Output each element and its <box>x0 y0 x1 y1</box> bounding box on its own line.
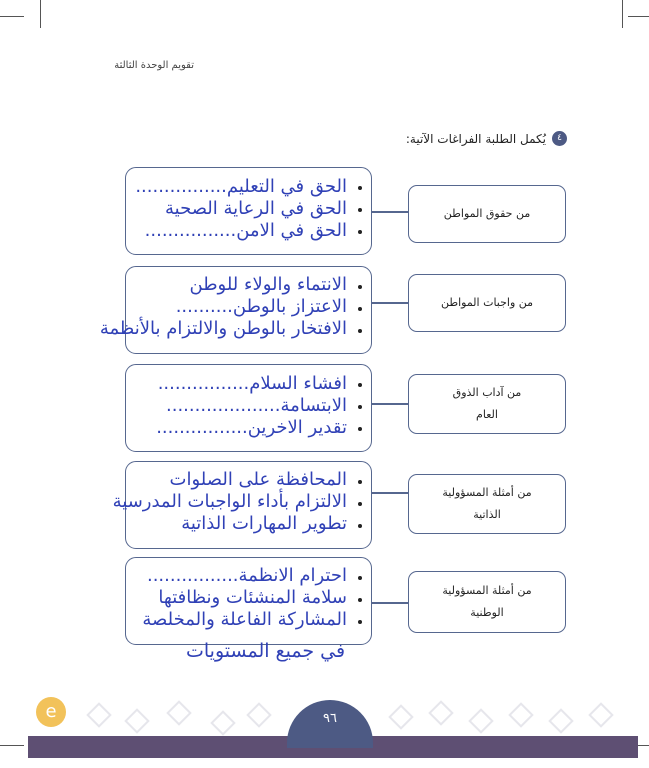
handwritten-answer: الانتماء والولاء للوطن <box>189 274 347 295</box>
answer-line <box>176 296 347 318</box>
blank-dots: .......... <box>175 296 233 317</box>
blank-dots: ................ <box>157 373 250 394</box>
bullet-dot <box>358 524 362 528</box>
bullet-dot <box>358 576 362 580</box>
crop-mark <box>40 0 41 28</box>
publisher-logo-icon: e <box>36 697 66 727</box>
crop-mark <box>0 745 24 746</box>
handwritten-answer: تقدير الاخرين <box>247 417 347 438</box>
connector-line <box>372 403 409 405</box>
question-instruction <box>406 131 567 146</box>
blank-dots: .................... <box>166 395 281 416</box>
answer-line <box>145 220 347 242</box>
category-label-box: من أمثلة المسؤولية الذاتية <box>408 474 566 534</box>
decorative-diamond <box>468 708 493 733</box>
answer-line <box>158 373 347 395</box>
bullet-dot <box>358 598 362 602</box>
blank-dots: ................ <box>135 176 227 197</box>
blank-dots: ................ <box>146 565 239 586</box>
bullet-dot <box>358 480 362 484</box>
decorative-diamond <box>388 704 413 729</box>
answer-line <box>165 198 347 220</box>
connector-line <box>372 492 409 494</box>
handwritten-answer: الاعتزاز بالوطن <box>232 296 347 317</box>
bullet-dot <box>358 230 362 234</box>
answer-line <box>170 469 347 491</box>
instruction-text: يُكمل الطلبة الفراغات الآتية: <box>405 131 546 146</box>
category-label-box: من آداب الذوق العام <box>408 374 566 434</box>
blank-dots: ................ <box>156 417 248 438</box>
category-label-box: من أمثلة المسؤولية الوطنية <box>408 571 566 633</box>
handwritten-answer: افشاء السلام <box>249 373 347 394</box>
bullet-dot <box>358 329 362 333</box>
handwritten-extra-line: في جميع المستويات <box>186 640 346 662</box>
bullet-dot <box>358 383 362 387</box>
answer-line <box>147 565 347 587</box>
handwritten-answer: الابتسامة <box>280 395 347 416</box>
bullet-dot <box>358 285 362 289</box>
crop-mark <box>0 16 24 17</box>
answer-line <box>158 587 347 609</box>
bullet-dot <box>358 208 362 212</box>
decorative-diamond <box>548 708 573 733</box>
handwritten-answer: الحق في الرعاية الصحية <box>165 198 347 219</box>
answer-line <box>142 609 347 631</box>
handwritten-answer: تطوير المهارات الذاتية <box>181 513 347 534</box>
answer-line <box>181 513 347 535</box>
decorative-diamond <box>166 700 191 725</box>
category-label-box: من واجبات المواطن <box>408 274 566 332</box>
handwritten-answer: الحق في الامن <box>236 220 347 241</box>
handwritten-answer: الافتخار بالوطن والالتزام بالأنظمة <box>99 318 347 339</box>
unit-title: تقويم الوحدة الثالثة <box>114 60 194 71</box>
bullet-dot <box>358 427 362 431</box>
crop-mark <box>622 0 623 28</box>
bullet-dot <box>358 620 362 624</box>
handwritten-answer: سلامة المنشئات ونظافتها <box>158 587 347 608</box>
crop-mark <box>628 16 649 17</box>
bullet-dot <box>358 307 362 311</box>
decorative-diamond <box>124 708 149 733</box>
connector-line <box>372 302 409 304</box>
connector-line <box>372 211 409 213</box>
page-number: ٩٦ <box>323 711 337 726</box>
decorative-diamond <box>428 700 453 725</box>
bullet-dot <box>358 405 362 409</box>
answer-line <box>190 274 347 296</box>
bullet-dot <box>358 502 362 506</box>
bullet-dot <box>358 186 362 190</box>
decorative-diamond <box>588 702 613 727</box>
handwritten-answer: احترام الانظمة <box>238 565 347 586</box>
blank-dots: ................ <box>144 220 237 241</box>
decorative-diamond <box>210 710 235 735</box>
handwritten-answer: الحق في التعليم <box>226 176 347 197</box>
connector-line <box>372 602 409 604</box>
answer-line <box>113 491 347 513</box>
handwritten-answer: الالتزام بأداء الواجبات المدرسية <box>112 491 347 512</box>
decorative-diamond <box>86 702 111 727</box>
answer-line <box>135 176 347 198</box>
handwritten-answer: المحافظة على الصلوات <box>169 469 347 490</box>
category-label-box: من حقوق المواطن <box>408 185 566 243</box>
answer-line <box>100 318 347 340</box>
question-number-badge: ٤ <box>552 131 567 146</box>
handwritten-answer: المشاركة الفاعلة والمخلصة <box>142 609 347 630</box>
answer-line <box>156 417 347 439</box>
decorative-diamond <box>508 702 533 727</box>
decorative-diamond <box>246 702 271 727</box>
answer-line <box>166 395 347 417</box>
